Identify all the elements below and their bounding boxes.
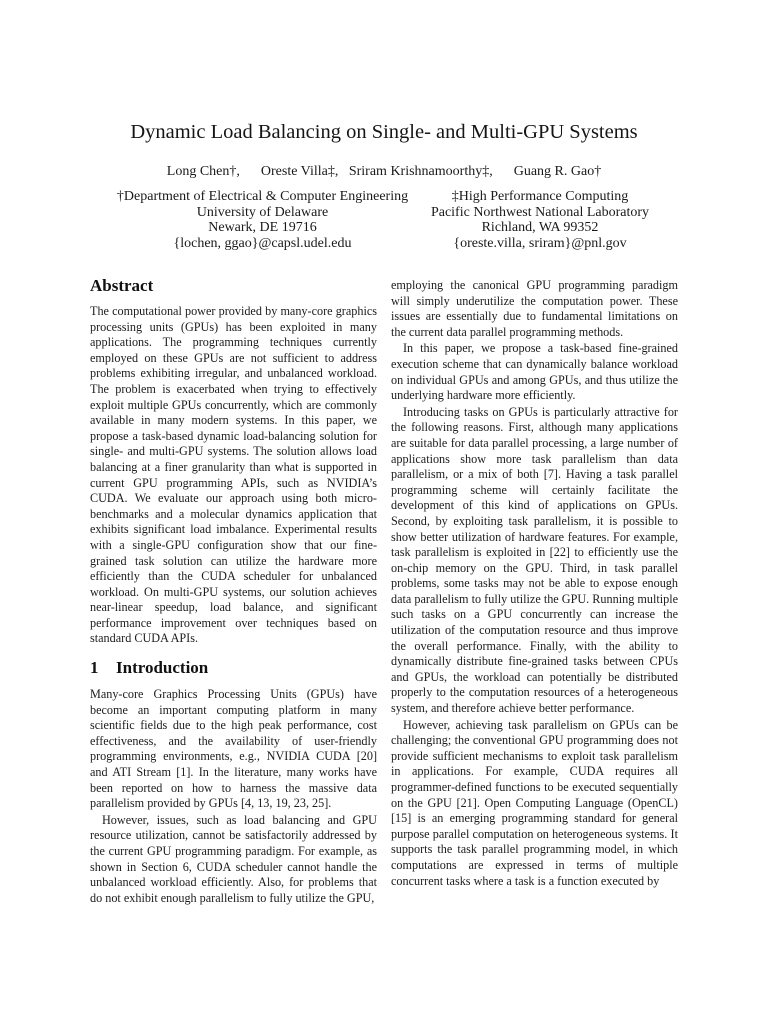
author-list: Long Chen†, Oreste Villa‡, Sriram Krishnamoorthy‡, Guang R. Gao† bbox=[166, 164, 602, 179]
introduction-heading bbox=[90, 658, 377, 678]
affiliation-delaware bbox=[100, 189, 425, 251]
affiliation-pnnl bbox=[420, 189, 660, 251]
affiliation-email: {oreste.villa, sriram}@pnl.gov bbox=[453, 235, 627, 251]
body-paragraph-4: However, achieving task parallelism on GPUs can be challenging; the conventional GPU programming does not provide sufficient mechanisms to exploit task parallelism in applications. For example, CUDA requires all programmer-defined functions to be executed sequentially on the GPU [21]. Open Computing Language (OpenCL) [15] is an emerging programming standard for general purpose parallel computation on heterogeneous systems. It supports the task parallel programming model, in which computations are expressed in terms of multiple concurrent tasks where a task is a function executed by bbox=[391, 717, 678, 888]
intro-paragraph-2: However, issues, such as load balancing and GPU resource utilization, cannot be satisfactorily addressed by the current GPU programming paradigm. For example, as shown in Section 6, CUDA scheduler cannot handle the unbalanced workload efficiently. Also, for problems that do not exhibit enough parallelism to fully utilize the GPU, bbox=[90, 812, 377, 905]
paper-title: Dynamic Load Balancing on Single- and Multi-GPU Systems bbox=[130, 121, 638, 143]
affiliation-university: University of Delaware bbox=[196, 204, 329, 220]
body-paragraph-3: Introducing tasks on GPUs is particularly attractive for the following reasons. First, although many applications are suitable for data parallel processing, a large number of applications show more task parallelism than data parallelism, or a mix of both [7]. Having a task parallel programming scheme will certainly facilitate the development of this kind of applications on GPUs. Second, by exploiting task parallelism, it is possible to show better utilization of hardware features. For example, task parallelism is exploited in [22] to efficiently use the on-chip memory on the GPU. Third, in task parallel problems, some tasks may not be able to expose enough data parallelism to fully utilize the GPU. Running multiple such tasks on a GPU concurrently can increase the utilization of the computation resource and thus improve the overall performance. Finally, with the ability to dynamically distribute fine-grained tasks between CPUs and GPUs, the workload can potentially be distributed properly to the computation resources of a heterogeneous system, and therefore achieve better performance. bbox=[391, 404, 678, 716]
affiliation-address: Newark, DE 19716 bbox=[208, 220, 317, 236]
intro-paragraph-1: Many-core Graphics Processing Units (GPUs) have become an important computing platform in many scientific fields due to the high peak performance, cost effectiveness, and the availability of user-friendly programming environments, e.g., NVIDIA CUDA [20] and ATI Stream [1]. In the literature, many works have been reported on how to harness the massive data parallelism provided by GPUs [4, 13, 19, 23, 25]. bbox=[90, 687, 377, 811]
affiliation-lab: Pacific Northwest National Laboratory bbox=[430, 204, 650, 220]
affiliation-department: ‡High Performance Computing bbox=[451, 189, 629, 204]
abstract-text: The computational power provided by many-core graphics processing units (GPUs) has been exploited in many applications. The programming techniques currently employed on these GPUs are not sufficient to address problems exhibiting irregular, and unbalanced workload. The problem is exacerbated when trying to effectively exploit multiple GPUs concurrently, which are commonly available in many modern systems. In this paper, we propose a task-based dynamic load-balancing solution for single- and multi-GPU systems. The solution allows load balancing at a finer granularity than what is supported in current GPU programming APIs, such as NVIDIA’s CUDA. We evaluate our approach using both micro-benchmarks and a molecular dynamics application that exhibits significant load imbalance. Experimental results with a single-GPU configuration show that our fine-grained task solution can utilize the hardware more efficiently than the CUDA scheduler for unbalanced workload. On multi-GPU systems, our solution achieves near-linear speedup, load balance, and significant performance improvement over techniques based on standard CUDA APIs. bbox=[90, 304, 377, 646]
right-column bbox=[391, 278, 678, 889]
affiliation-address: Richland, WA 99352 bbox=[481, 220, 599, 236]
left-column bbox=[90, 276, 377, 906]
section-title: Introduction bbox=[116, 658, 209, 678]
body-paragraph-2: In this paper, we propose a task-based fine-grained execution scheme that can dynamically balance workload on individual GPUs and among GPUs, and thus utilize the underlying hardware more efficiently. bbox=[391, 341, 678, 403]
section-number: 1 bbox=[90, 658, 99, 678]
affiliation-email: {lochen, ggao}@capsl.udel.edu bbox=[173, 235, 352, 251]
abstract-heading: Abstract bbox=[90, 276, 154, 295]
affiliation-department: †Department of Electrical & Computer Engineering bbox=[116, 189, 409, 204]
body-paragraph-1: employing the canonical GPU programming paradigm will simply underutilize the computation power. These issues are essentially due to fundamental limitations on the current data parallel programming methods. bbox=[391, 278, 678, 339]
